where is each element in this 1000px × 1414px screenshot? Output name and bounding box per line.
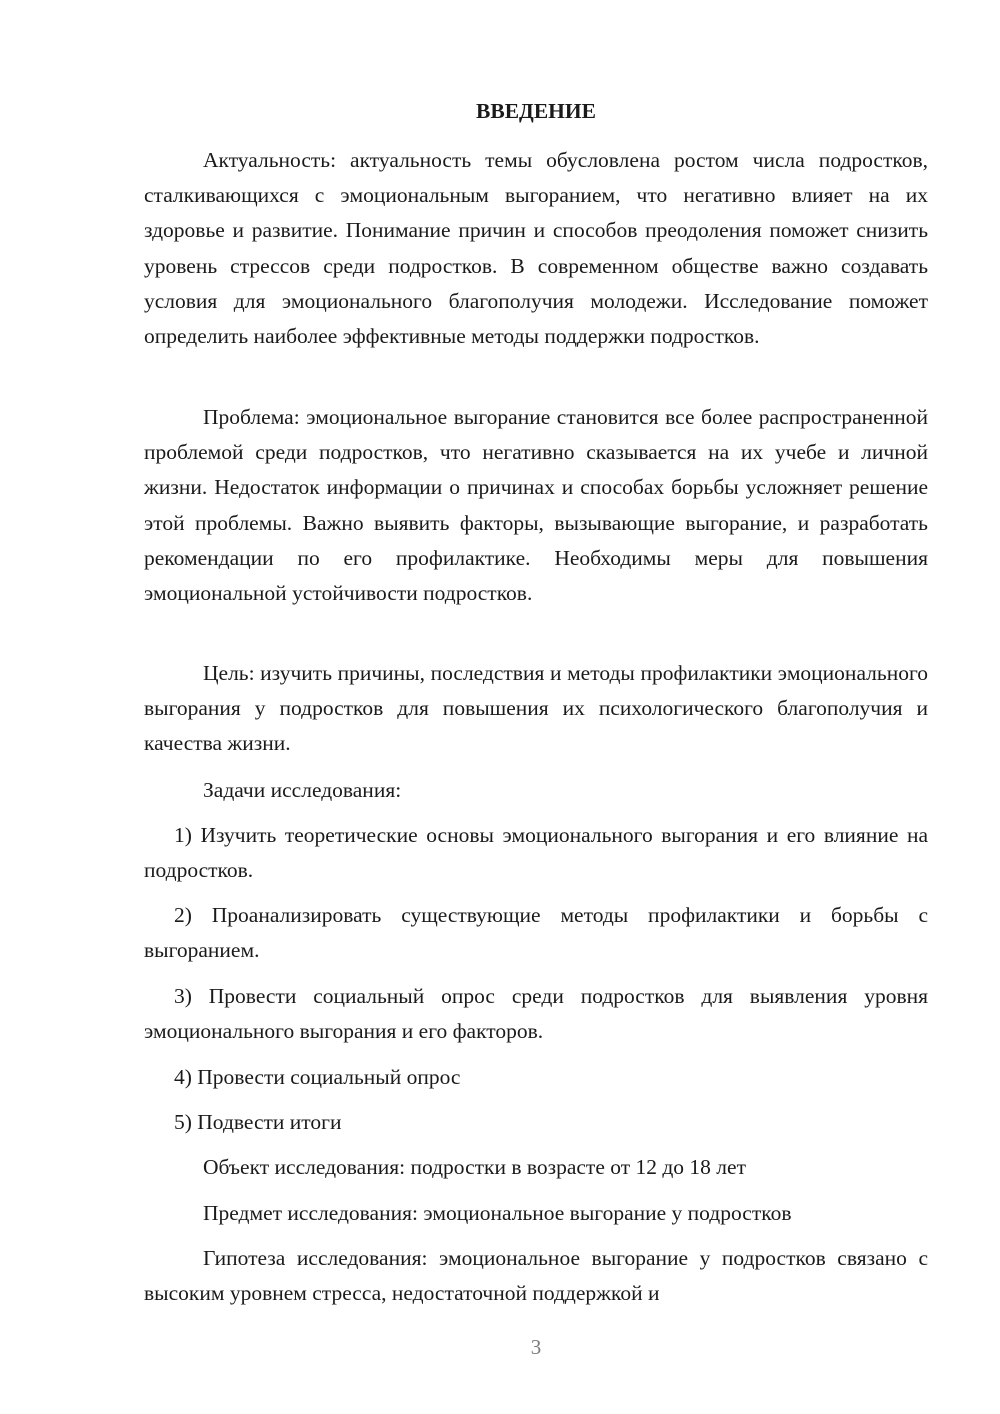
paragraph-object: Объект исследования: подростки в возрасте от 12 до 18 лет — [203, 1155, 746, 1179]
task-item-2: 2) Проанализировать существующие методы профилактики и борьбы с выгоранием. — [144, 903, 928, 963]
paragraph-relevance: Актуальность: актуальность темы обусловлена ростом числа подростков, сталкивающихся с эмоциональным выгоранием, что негативно влияет на их здоровье и развитие. Понимание причин и способов преодоления поможет снизить уровень стрессов среди подростков. В современном обществе важно создавать условия для эмоционального благополучия молодежи. Исследование поможет определить наиболее эффективные методы поддержки подростков. — [144, 148, 928, 349]
page-title: ВВЕДЕНИЕ — [476, 99, 596, 123]
paragraph-problem: Проблема: эмоциональное выгорание становится все более распространенной проблемой среди подростков, что негативно сказывается на их учебе и личной жизни. Недостаток информации о причинах и способах борьбы усложняет решение этой проблемы. Важно выявить факторы, вызывающие выгорание, и разработать рекомендации по его профилактике. Необходимы меры для повышения эмоциональной устойчивости подростков. — [144, 405, 928, 606]
page-number: 3 — [530, 1335, 542, 1359]
task-item-4: 4) Провести социальный опрос — [174, 1065, 461, 1089]
paragraph-hypothesis: Гипотеза исследования: эмоциональное выгорание у подростков связано с высоким уровнем стресса, недостаточной поддержкой и — [144, 1246, 928, 1306]
task-item-1: 1) Изучить теоретические основы эмоционального выгорания и его влияние на подростков. — [144, 823, 928, 883]
task-item-5: 5) Подвести итоги — [174, 1110, 342, 1134]
paragraph-goal: Цель: изучить причины, последствия и методы профилактики эмоционального выгорания у подростков для повышения их психологического благополучия и качества жизни. — [144, 661, 928, 756]
paragraph-subject: Предмет исследования: эмоциональное выгорание у подростков — [203, 1201, 792, 1225]
task-item-3: 3) Провести социальный опрос среди подростков для выявления уровня эмоционального выгорания и его факторов. — [144, 984, 928, 1044]
paragraph-tasks-heading: Задачи исследования: — [203, 778, 402, 802]
